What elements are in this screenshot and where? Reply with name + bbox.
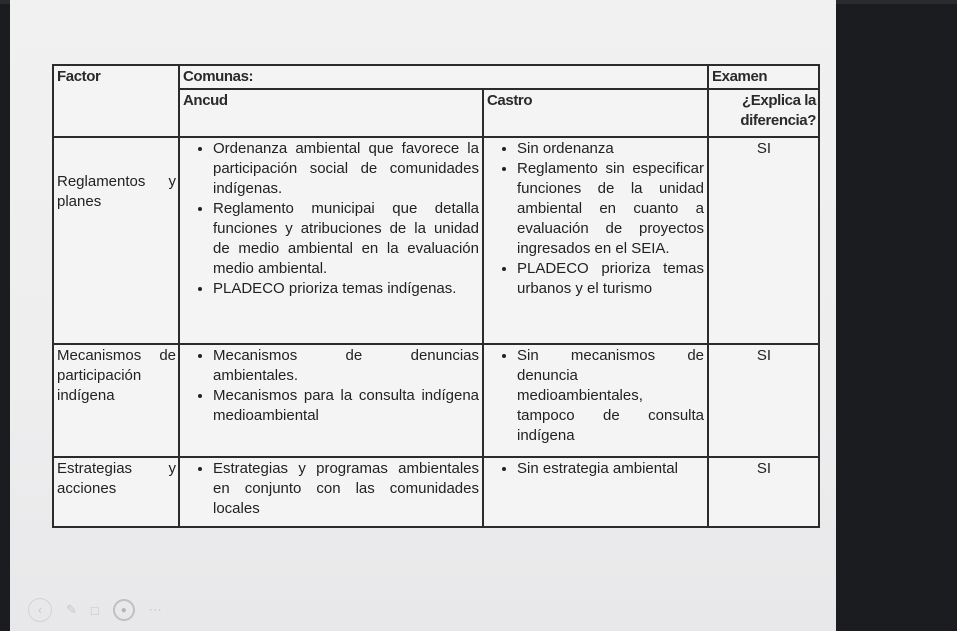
list-item: • PLADECO prioriza temas urbanos y el turismo: [517, 259, 705, 299]
previous-slide-icon[interactable]: ‹: [28, 598, 52, 622]
factor-cell: Reglamentos y planes: [53, 137, 179, 344]
ancud-cell: [179, 457, 483, 527]
list-item: • Sin ordenanza: [517, 139, 705, 159]
list-item: • Sin mecanismos de denuncia medioambientales, tampoco de consulta indígena: [517, 346, 705, 446]
list-item: • Mecanismos para la consulta indígena medioambiental: [213, 386, 480, 426]
table-row: [53, 457, 819, 527]
ancud-cell: [179, 344, 483, 457]
zoom-icon[interactable]: ●: [113, 599, 135, 621]
list-item: • Mecanismos de denuncias ambientales.: [213, 346, 480, 386]
castro-cell: [483, 457, 708, 527]
slides-icon[interactable]: □: [90, 602, 99, 618]
header-row-1: [53, 65, 819, 89]
presentation-slide: [10, 0, 836, 631]
header-ancud: Ancud: [179, 89, 483, 137]
header-explica: ¿Explica la diferencia?: [708, 89, 819, 137]
list-item: • PLADECO prioriza temas indígenas.: [213, 279, 480, 299]
table-row: [53, 137, 819, 344]
examen-cell: SI: [708, 457, 819, 527]
list-item: • Reglamento municipai que detalla funciones y atribuciones de la unidad de medio ambiental en la evaluación medio ambiental.: [213, 199, 480, 279]
header-comunas: Comunas:: [179, 65, 708, 89]
list-item: • Ordenanza ambiental que favorece la participación social de comunidades indígenas.: [213, 139, 480, 199]
header-factor: Factor: [53, 65, 179, 137]
list-item: • Sin estrategia ambiental: [517, 459, 705, 479]
factor-cell: Estrategias y acciones: [53, 457, 179, 527]
list-item: • Estrategias y programas ambientales en conjunto con las comunidades locales: [213, 459, 480, 519]
comparison-table: [52, 64, 820, 528]
menu-icon[interactable]: ⋯: [148, 602, 162, 617]
header-examen: Examen: [708, 65, 819, 89]
castro-cell: [483, 137, 708, 344]
header-castro: Castro: [483, 89, 708, 137]
factor-cell: Mecanismos de participación indígena: [53, 344, 179, 457]
ancud-cell: [179, 137, 483, 344]
examen-cell: SI: [708, 344, 819, 457]
list-item: • Reglamento sin especificar funciones de la unidad ambiental en cuanto a evaluación de proyectos ingresados en el SEIA.: [517, 159, 705, 259]
table-row: [53, 344, 819, 457]
pen-icon[interactable]: ✎: [66, 602, 77, 617]
slideshow-toolbar: [28, 597, 208, 623]
castro-cell: [483, 344, 708, 457]
examen-cell: SI: [708, 137, 819, 344]
